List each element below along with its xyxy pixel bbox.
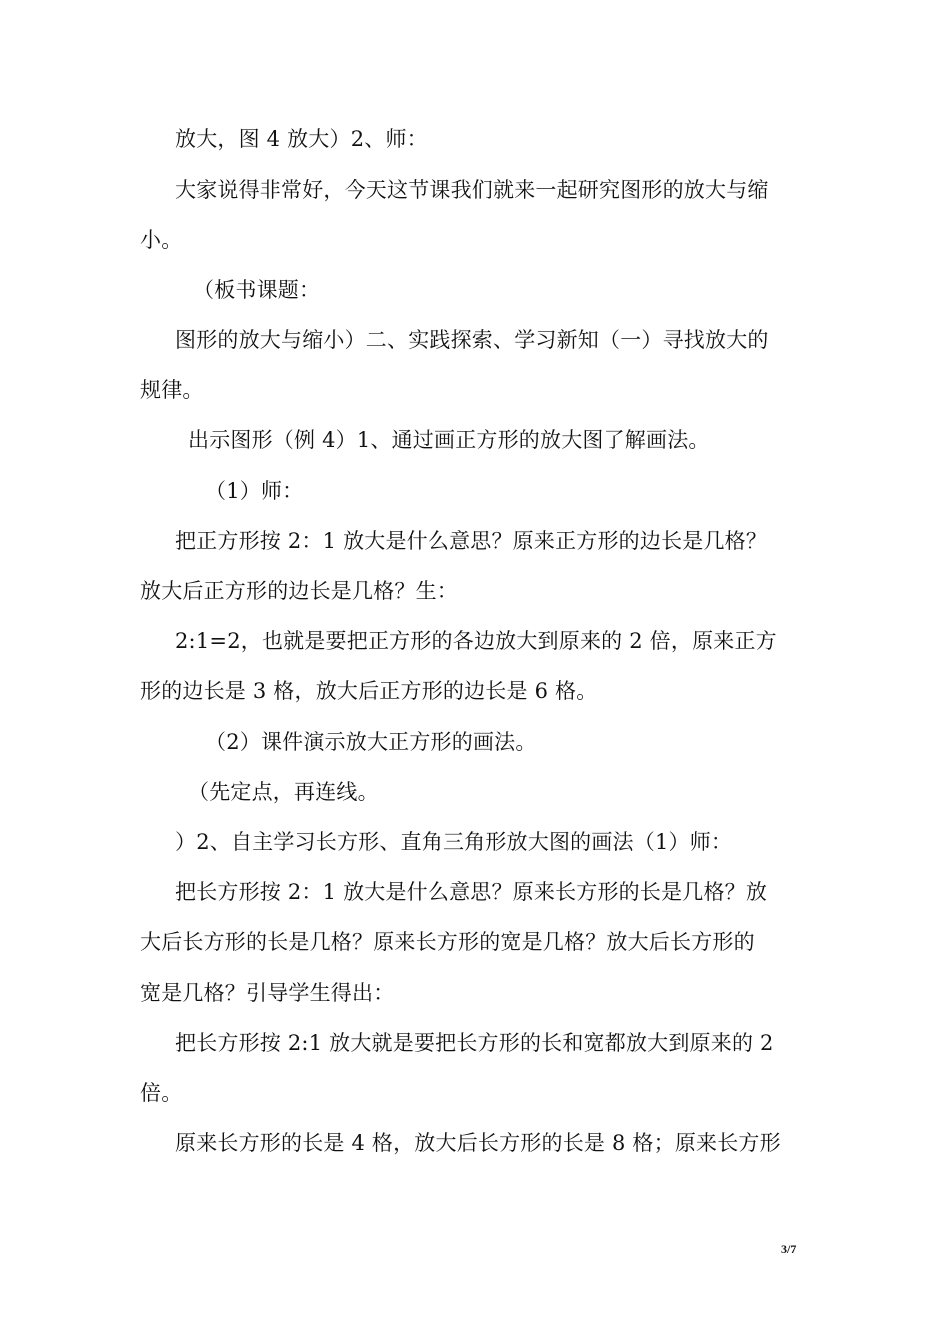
text-line-16: 把长方形按 2：1 放大是什么意思？原来长方形的长是几格？放: [175, 880, 768, 904]
text-line-5: 图形的放大与缩小）二、实践探索、学习新知（一）寻找放大的: [175, 328, 769, 352]
text-line-6: 规律。: [140, 378, 204, 402]
text-line-7: 出示图形（例 4）1、通过画正方形的放大图了解画法。: [188, 428, 710, 452]
text-line-21: 原来长方形的长是 4 格，放大后长方形的长是 8 格；原来长方形: [175, 1131, 781, 1155]
text-line-15: ）2、自主学习长方形、直角三角形放大图的画法（1）师：: [175, 830, 733, 854]
text-line-18: 宽是几格？引导学生得出：: [140, 981, 395, 1005]
text-line-1: 放大，图 4 放大）2、师：: [175, 127, 428, 151]
text-line-2: 大家说得非常好，今天这节课我们就来一起研究图形的放大与缩: [175, 178, 769, 202]
text-line-20: 倍。: [140, 1081, 183, 1105]
text-line-17: 大后长方形的长是几格？原来长方形的宽是几格？放大后长方形的: [140, 930, 755, 954]
text-line-9: 把正方形按 2：1 放大是什么意思？原来正方形的边长是几格？: [175, 529, 768, 553]
text-line-10: 放大后正方形的边长是几格？生：: [140, 579, 458, 603]
text-line-14: （先定点，再连线。: [188, 780, 379, 804]
text-line-11: 2:1=2，也就是要把正方形的各边放大到原来的 2 倍，原来正方: [175, 629, 777, 653]
text-line-12: 形的边长是 3 格，放大后正方形的边长是 6 格。: [140, 679, 598, 703]
text-line-8: （1）师：: [205, 479, 304, 503]
page-number: 3/7: [781, 1242, 797, 1256]
text-line-3: 小。: [140, 228, 183, 252]
text-line-13: （2）课件演示放大正方形的画法。: [205, 730, 537, 754]
text-line-19: 把长方形按 2:1 放大就是要把长方形的长和宽都放大到原来的 2: [175, 1031, 774, 1055]
text-line-4: （板书课题：: [193, 278, 321, 302]
